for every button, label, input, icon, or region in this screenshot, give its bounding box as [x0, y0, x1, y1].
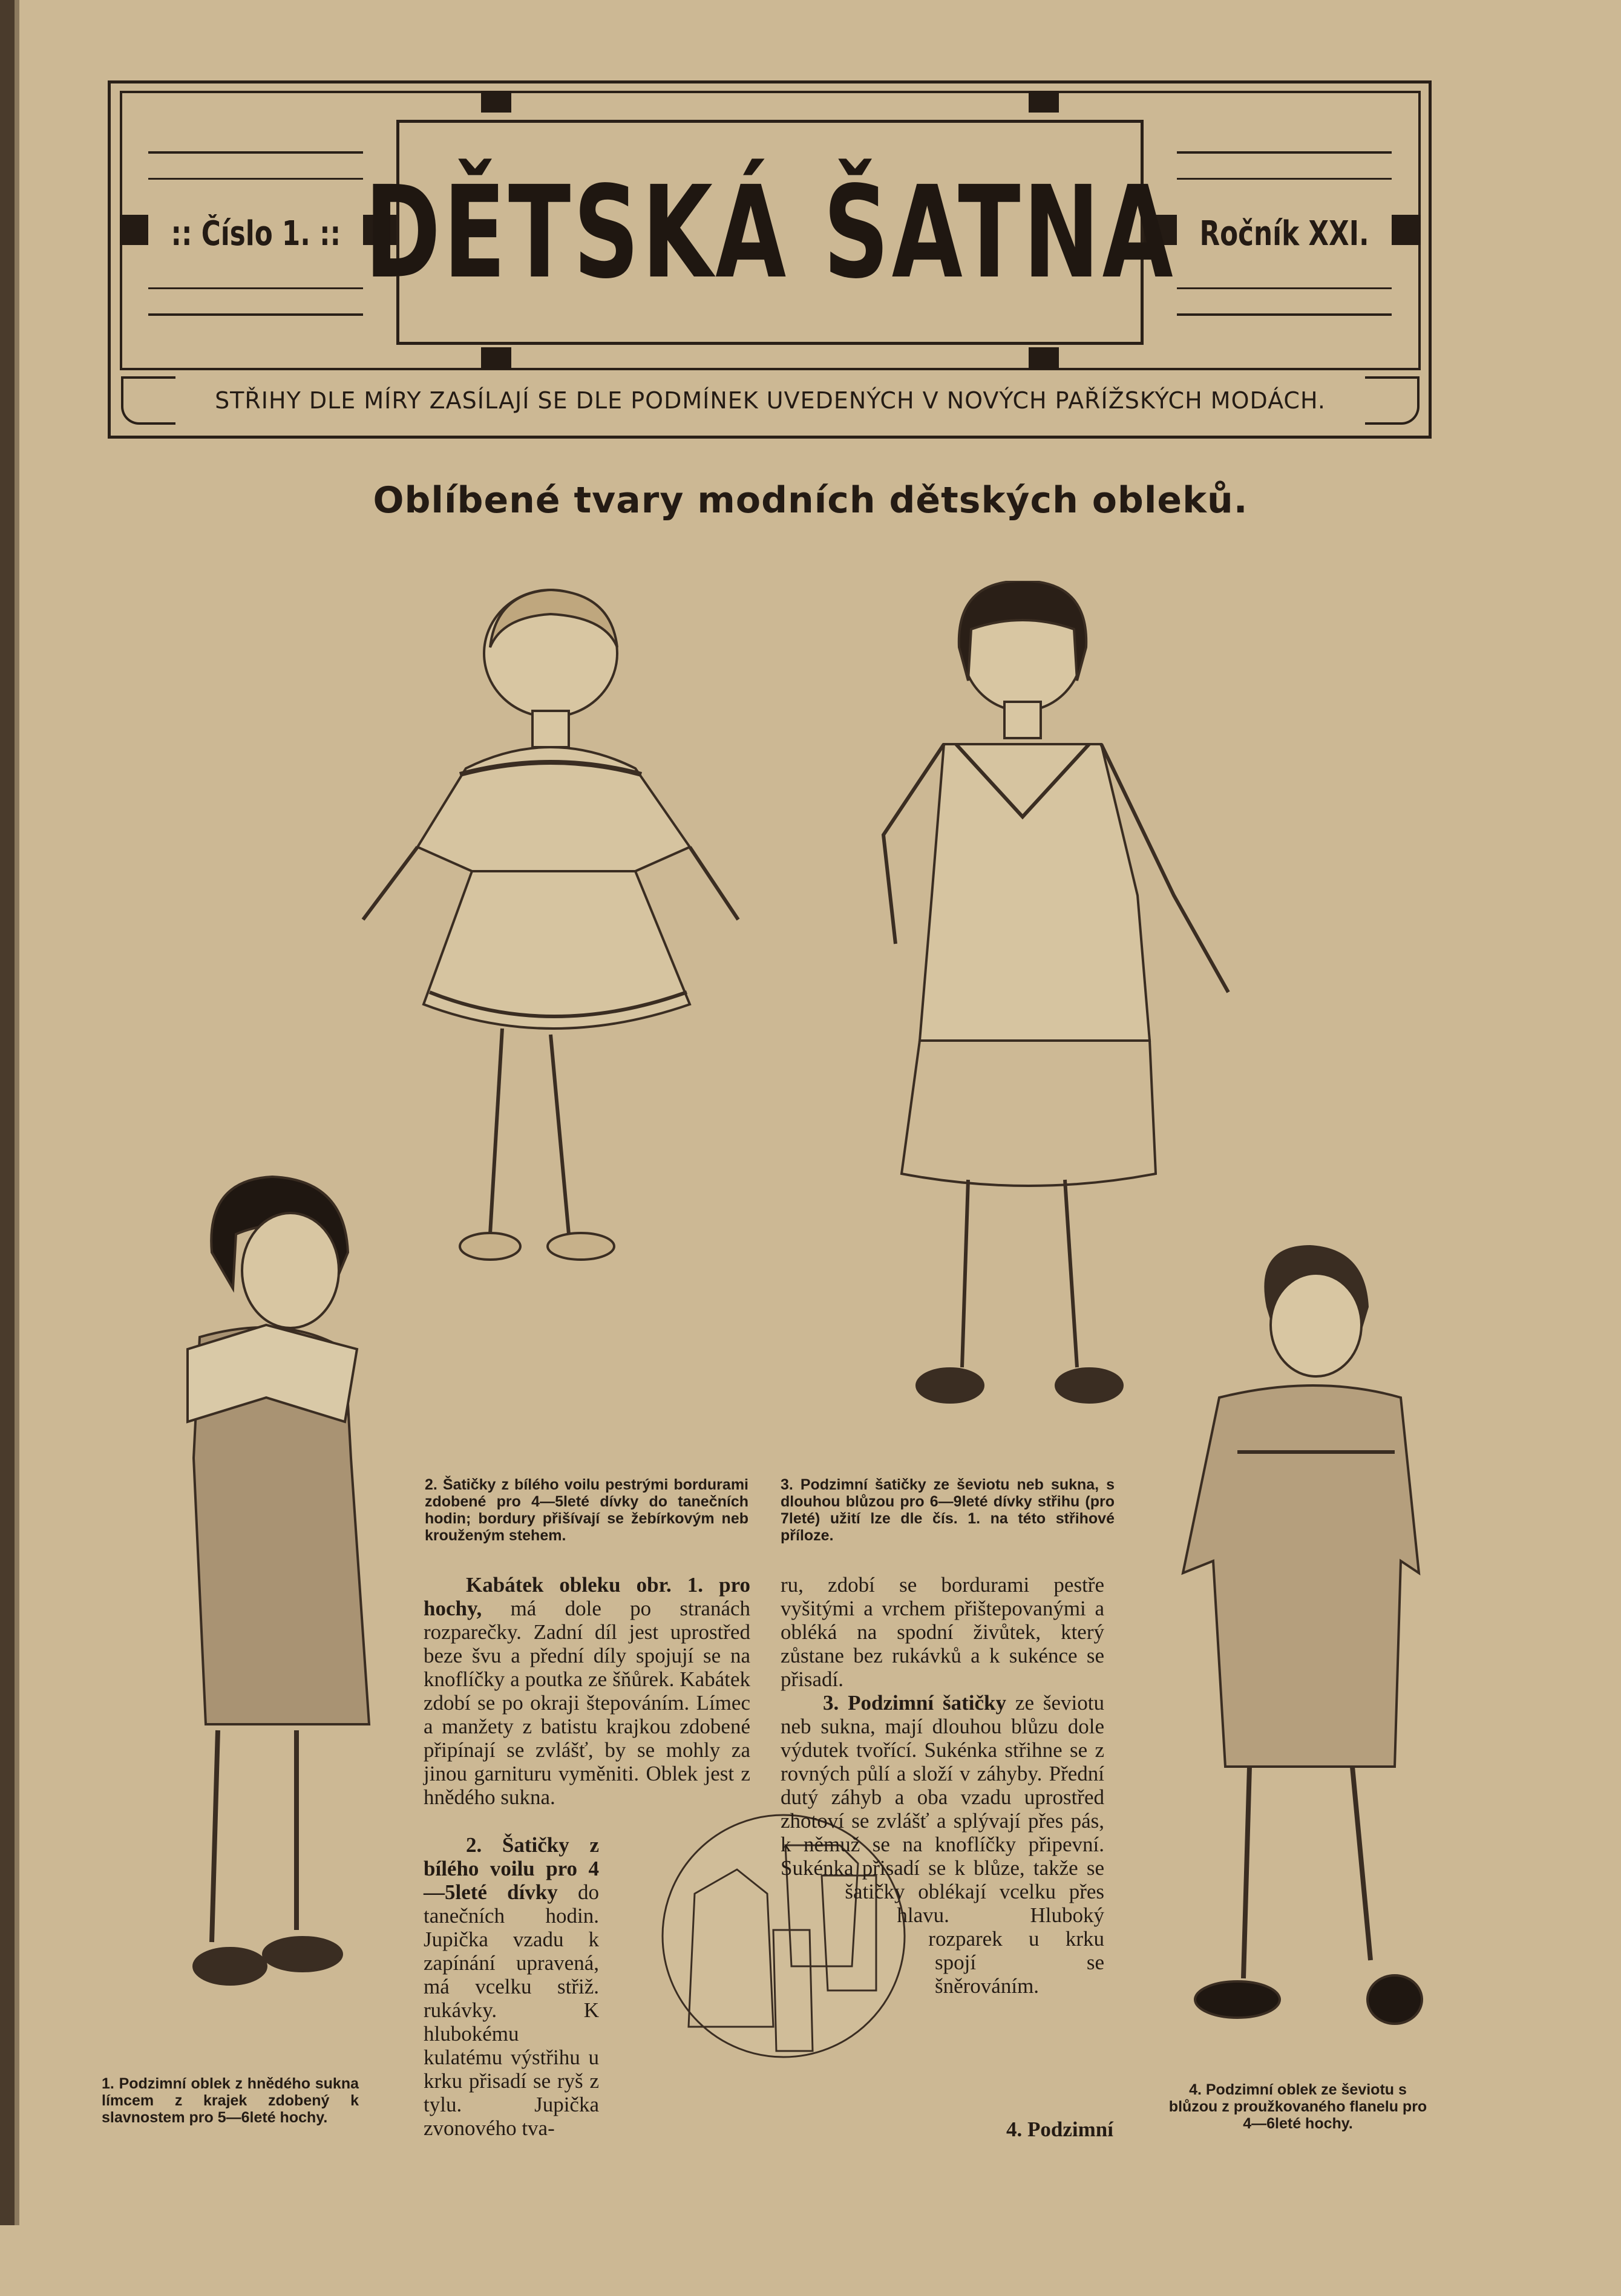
caption-figure-2: 2. Šatičky z bílého voilu pestrými bordurami zdobené pro 4—5leté dívky do tanečních hodin; bordury přišívají se žebírkovým neb krouženým stehem. [425, 1476, 748, 1544]
illustration-boy-cheviot-suit [1147, 1234, 1437, 2045]
frame-ornament [481, 91, 511, 113]
caption-figure-4: 4. Podzimní oblek ze ševiotu s blůzou z proužkovaného flanelu pro 4—6leté hochy. [1168, 2081, 1427, 2132]
article-paragraph: ze ševiotu neb sukna, mají dlouhou blůzu dole výdutek tvořící. Sukénka střihne se z rovných půlí a složí v záhyby. Přední dutý záhyb a oba vzadu uprostřed zhotoví se zvlášť a splývají přes pás, k němuž se na knoflíčky připevní. Sukénka přisadí se k blůze, takže se šatičky oblékají vcelku přes hlavu. Hluboký rozparek u krku spojí se šněrováním. [781, 1691, 1104, 1998]
frame-ornament [120, 215, 148, 245]
article-lead-heading: Kabátek obleku obr. 1. pro hochy, [424, 1573, 750, 1620]
article-column-1 [424, 1573, 750, 1809]
frame-ornament [1029, 347, 1059, 369]
article-subheading: 3. Podzimní šatičky [823, 1691, 1007, 1715]
volume-box [1177, 151, 1392, 316]
subtitle-band [120, 370, 1421, 431]
article-subheading: 2. Šatičky z bílého voilu pro 4—5leté dívky [424, 1833, 599, 1904]
article-column-1-narrow [424, 1833, 599, 2140]
masthead-subtitle: STŘIHY DLE MÍRY ZASÍLAJÍ SE DLE PODMÍNEK UVEDENÝCH V NOVÝCH PAŘÍŽSKÝCH MODÁCH. [215, 387, 1326, 414]
article-paragraph: má dole po stranách rozparečky. Zadní díl jest uprostřed beze švu a přední díly spojují se na knoflíčky a poutka ze šňůrek. Kabátek zdobí se po okraji štepováním. Límec a manžety z batistu krajkou zdobené připínají se zvlášť, by se mohly za jinou garnituru vyměniti. Oblek jest z hnědého sukna. [424, 1597, 751, 1809]
magazine-title: DĚTSKÁ ŠATNA [364, 158, 1176, 307]
caption-figure-3: 3. Podzimní šatičky ze ševiotu neb sukna, s dlouhou blůzou pro 6—9leté dívky střihu (pro 7leté) užití lze dle čís. 1. na této střihové příloze. [781, 1476, 1115, 1544]
illustration-boy-lace-collar-suit [175, 1168, 430, 2039]
page-binding-shadow [15, 0, 19, 2225]
page-headline: Oblíbené tvary modních dětských obleků. [373, 479, 1248, 522]
frame-ornament [481, 347, 511, 369]
article-column-2 [781, 1573, 1104, 2296]
frame-ornament [1392, 215, 1421, 245]
article-column-2-end [974, 2118, 1113, 2141]
page-binding-edge [0, 0, 15, 2225]
article-continuation: 4. Podzimní [1006, 2118, 1113, 2141]
article-paragraph: do tanečních hodin. Jupička vzadu k zapínání upravená, má vcelku střiž. rukávky. K hlubokému kulatému výstřihu u krku přisadí se ryš z tylu. Jupička zvonového tva- [424, 1880, 600, 2140]
issue-number: :: Číslo 1. :: [171, 214, 341, 253]
title-box [364, 120, 1176, 345]
caption-figure-1: 1. Podzimní oblek z hnědého sukna límcem z krajek zdobený k slavnostem pro 5—6leté hochy. [102, 2075, 359, 2126]
article-paragraph: ru, zdobí se bordurami pestře vyšitými a vrchem přištepovanými a obléká na spodní živůtek, který zůstane bez rukávků a k sukénce se přisadí. [781, 1573, 1104, 1691]
volume-number: Ročník XXI. [1199, 214, 1369, 253]
frame-ornament [1029, 91, 1059, 113]
issue-number-box [148, 151, 363, 316]
